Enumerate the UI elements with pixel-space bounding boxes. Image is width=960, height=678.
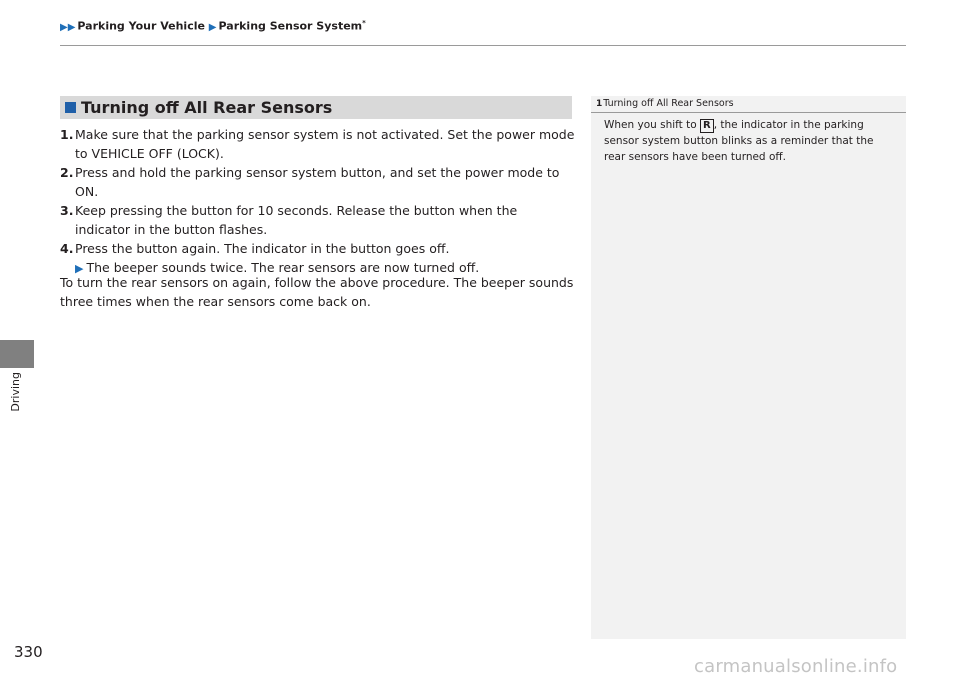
step-1	[60, 125, 575, 163]
breadcrumb-item-parking[interactable]: Parking Your Vehicle	[77, 19, 205, 33]
step-text: Keep pressing the button for 10 seconds. Release the button when the indicator in the button flashes.	[75, 203, 518, 237]
asterisk: *	[362, 19, 366, 27]
double-arrow-icon: ▶▶	[60, 21, 76, 33]
breadcrumb-item-sensor[interactable]: Parking Sensor System	[218, 19, 363, 33]
section-title: Turning off All Rear Sensors	[81, 98, 333, 117]
step-number: 3.	[60, 203, 74, 218]
breadcrumb	[60, 19, 366, 33]
reference-number: 1	[596, 99, 603, 109]
sidebar-note-divider	[591, 112, 906, 113]
step-text: Make sure that the parking sensor system is not activated. Set the power mode to VEHICLE OFF (LOCK).	[75, 127, 575, 161]
step-number: 1.	[60, 127, 74, 142]
square-bullet-icon	[65, 102, 76, 113]
step-number: 2.	[60, 165, 74, 180]
header-divider	[60, 45, 906, 46]
step-2	[60, 163, 575, 201]
sidebar-note-text	[604, 117, 894, 165]
sidebar-text-before: When you shift to	[604, 119, 701, 131]
gear-r-icon: R	[700, 119, 714, 133]
page-number: 330	[14, 643, 43, 661]
sidebar-note-title	[596, 98, 734, 109]
note-paragraph: To turn the rear sensors on again, follow the above procedure. The beeper sounds three times when the rear sensors come back on.	[60, 275, 574, 309]
chapter-label: Driving	[9, 372, 22, 412]
step-list	[60, 125, 575, 278]
result-arrow-icon: ▶	[75, 262, 84, 275]
section-header	[60, 96, 572, 119]
step-3	[60, 201, 575, 239]
step-text: Press and hold the parking sensor system button, and set the power mode to ON.	[75, 165, 560, 199]
sidebar-text-after: , the indicator in the parking sensor system button blinks as a reminder that the rear sensors have been turned off.	[604, 119, 874, 163]
step-result-text: The beeper sounds twice. The rear sensors are now turned off.	[86, 260, 480, 275]
watermark: carmanualsonline.info	[694, 656, 898, 677]
arrow-icon: ▶	[208, 21, 217, 33]
step-number: 4.	[60, 241, 74, 256]
step-text: Press the button again. The indicator in the button goes off.	[75, 241, 450, 256]
chapter-tab[interactable]	[0, 340, 34, 368]
sidebar-note-title-text: Turning off All Rear Sensors	[603, 98, 734, 109]
sidebar-note-box	[591, 96, 906, 639]
